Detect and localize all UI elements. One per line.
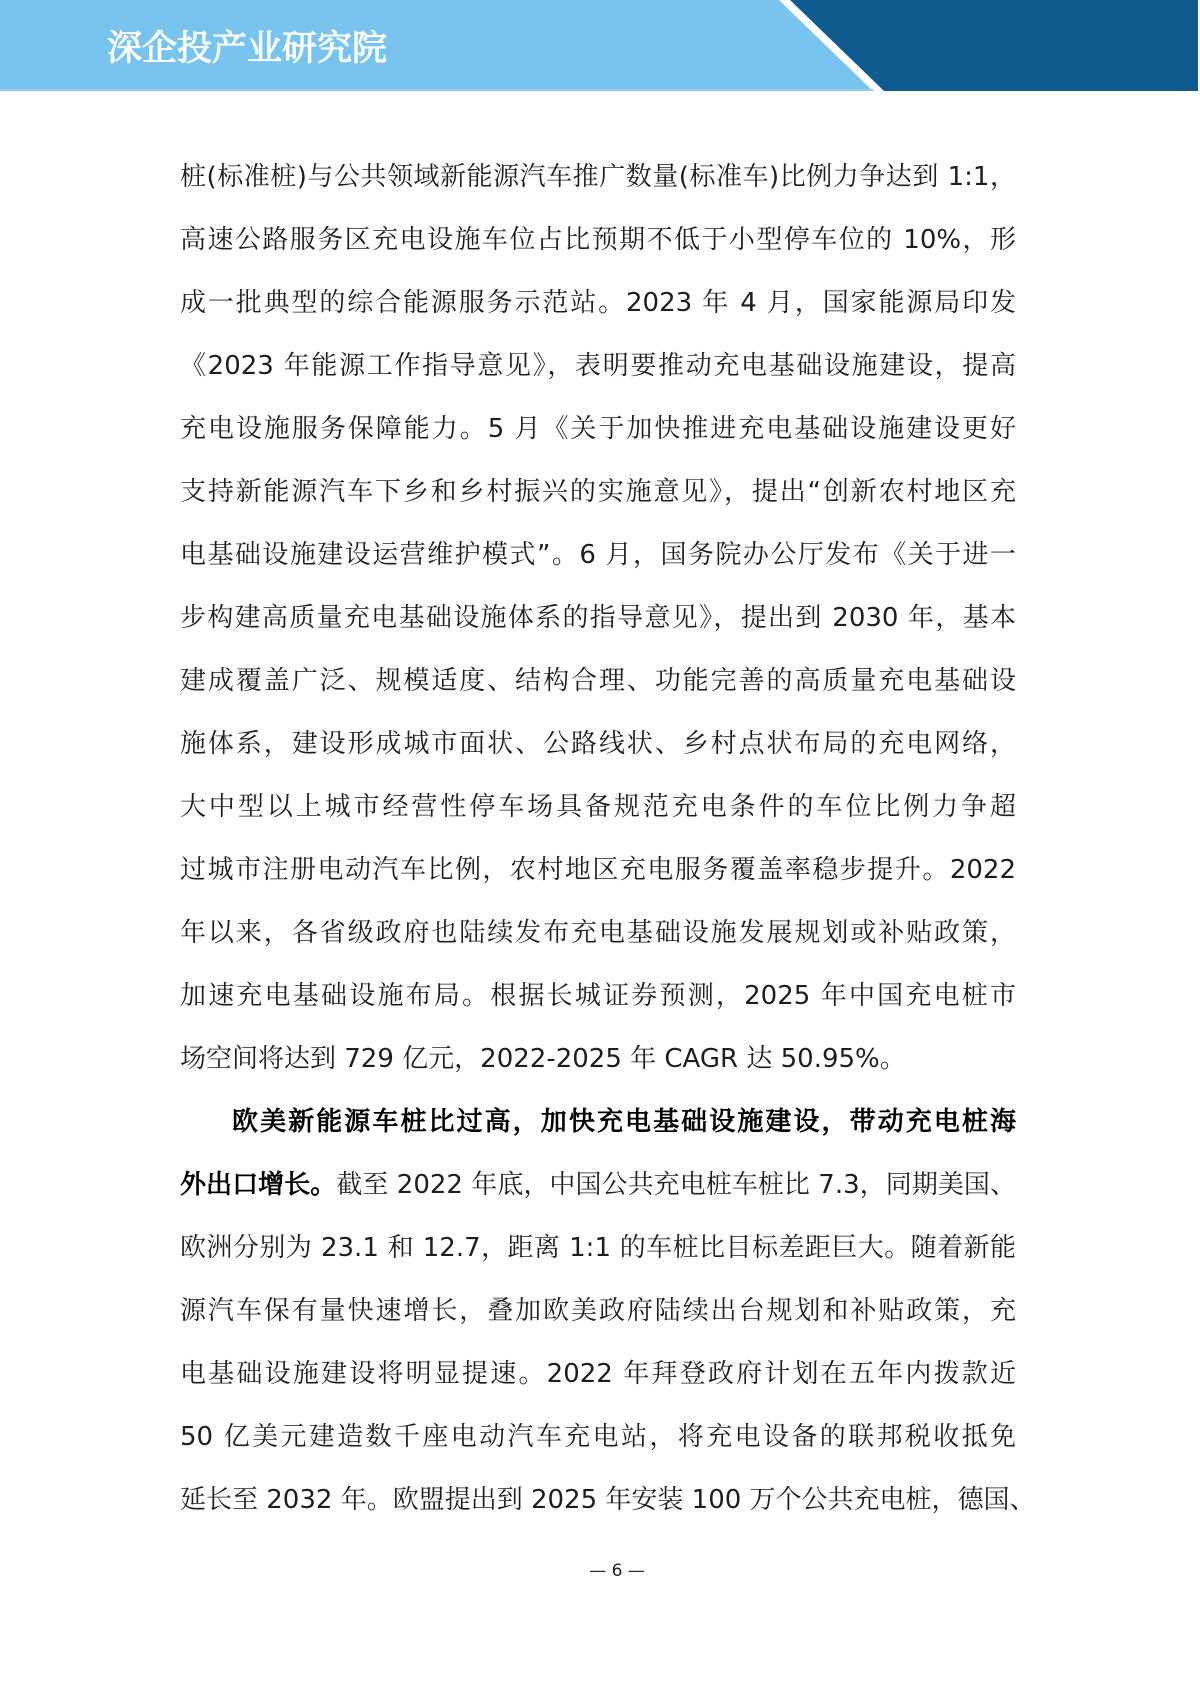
text-run: 截至 2022 年底，中国公共充电桩车桩比 7.3，同期美国、 — [336, 1170, 1016, 1200]
text-line: 支持新能源汽车下乡和乡村振兴的实施意见》，提出“创新农村地区充 — [180, 477, 1016, 507]
text-line — [180, 1154, 1016, 1217]
page-number-text: — 6 — — [589, 1561, 645, 1581]
text-line: 高速公路服务区充电设施车位占比预期不低于小型停车位的 10%，形 — [180, 225, 1016, 255]
text-line: 充电设施服务保障能力。5 月《关于加快推进充电基础设施建设更好 — [180, 414, 1016, 444]
document-body — [180, 146, 1036, 1532]
text-line: 50 亿美元建造数千座电动汽车充电站，将充电设备的联邦税收抵免 — [180, 1422, 1016, 1452]
text-line: 建成覆盖广泛、规模适度、结构合理、功能完善的高质量充电基础设 — [180, 666, 1016, 696]
text-line: 源汽车保有量快速增长，叠加欧美政府陆续出台规划和补贴政策，充 — [180, 1296, 1016, 1326]
header-banner — [0, 0, 1200, 91]
text-line: 延长至 2032 年。欧盟提出到 2025 年安装 100 万个公共充电桩，德国、 — [180, 1485, 1036, 1515]
bold-heading-tail: 外出口增长。 — [180, 1170, 337, 1200]
paragraph-overseas-export — [180, 1091, 1036, 1532]
text-line: 欧洲分别为 23.1 和 12.7，距离 1:1 的车桩比目标差距巨大。随着新能 — [180, 1233, 1016, 1263]
institute-title: 深企投产业研究院 — [107, 29, 388, 69]
text-line: 年以来，各省级政府也陆续发布充电基础设施发展规划或补贴政策， — [180, 918, 1016, 948]
text-line: 过城市注册电动汽车比例，农村地区充电服务覆盖率稳步提升。2022 — [180, 855, 1016, 885]
page-number — [0, 1560, 1200, 1582]
text-line: 大中型以上城市经营性停车场具备规范充电条件的车位比例力争超 — [180, 792, 1016, 822]
text-line: 电基础设施建设将明显提速。2022 年拜登政府计划在五年内拨款近 — [180, 1359, 1016, 1389]
text-line: 成一批典型的综合能源服务示范站。2023 年 4 月，国家能源局印发 — [180, 288, 1016, 318]
paragraph-charging-policy — [180, 146, 1016, 1091]
text-line: 场空间将达到 729 亿元，2022-2025 年 CAGR 达 50.95%。 — [180, 1044, 906, 1074]
text-line: 加速充电基础设施布局。根据长城证券预测，2025 年中国充电桩市 — [180, 981, 1016, 1011]
text-line: 桩(标准桩)与公共领域新能源汽车推广数量(标准车)比例力争达到 1:1， — [180, 162, 1016, 192]
text-line: 步构建高质量充电基础设施体系的指导意见》，提出到 2030 年，基本 — [180, 603, 1016, 633]
bold-heading-line: 欧美新能源车桩比过高，加快充电基础设施建设，带动充电桩海 — [232, 1107, 1016, 1137]
text-line: 《2023 年能源工作指导意见》，表明要推动充电基础设施建设，提高 — [180, 351, 1016, 381]
text-line: 施体系，建设形成城市面状、公路线状、乡村点状布局的充电网络， — [180, 729, 1016, 759]
text-line: 电基础设施建设运营维护模式”。6 月，国务院办公厅发布《关于进一 — [180, 540, 1016, 570]
